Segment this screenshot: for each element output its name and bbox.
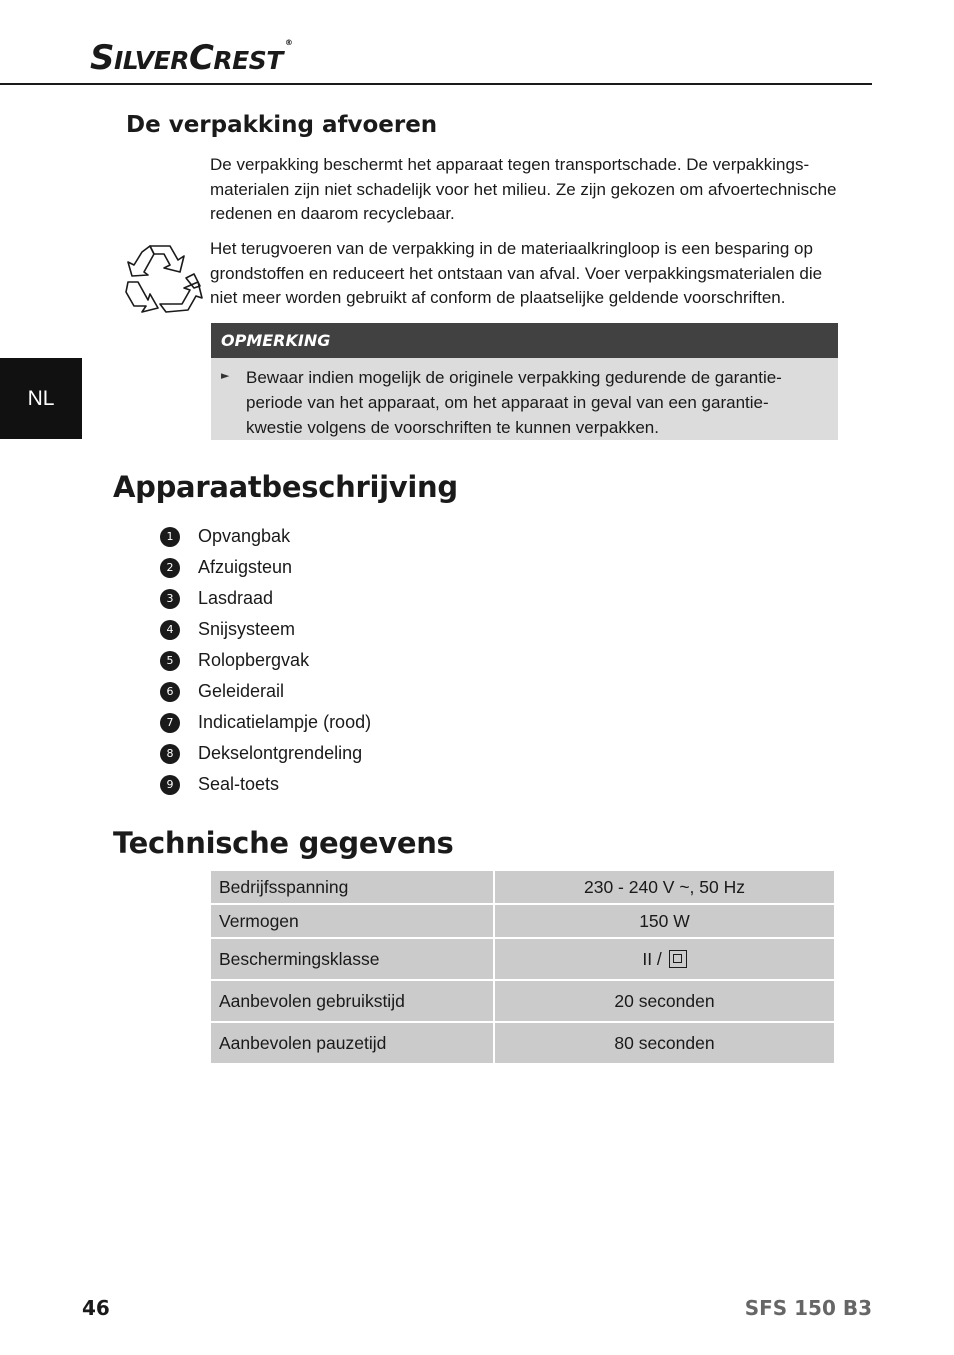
spec-value	[495, 939, 834, 979]
number-badge: 4	[160, 620, 180, 640]
list-item	[160, 738, 371, 769]
spec-value: 80 seconden	[495, 1023, 834, 1063]
brand-logo: SILVERCREST®	[90, 38, 293, 78]
part-label: Lasdraad	[198, 588, 274, 608]
table-row	[211, 939, 834, 979]
part-label: Geleiderail	[198, 681, 285, 701]
list-item	[160, 583, 371, 614]
list-item	[160, 645, 371, 676]
part-label: Opvangbak	[198, 526, 291, 546]
packaging-paragraph-1: De verpakking beschermt het apparaat tegen transportschade. De verpakkings-materialen zijn niet schadelijk voor het milieu. Ze zijn gekozen om afvoertechnische redenen en daarom recyclebaar.	[210, 155, 837, 223]
packaging-heading: De verpakking afvoeren	[126, 112, 438, 138]
list-item	[160, 521, 371, 552]
part-label: Dekselontgrendeling	[198, 743, 363, 763]
registered-mark: ®	[284, 38, 293, 47]
list-item	[160, 552, 371, 583]
spec-label: Vermogen	[211, 905, 493, 937]
description-heading: Apparaatbeschrijving	[113, 470, 458, 504]
spec-label: Bedrijfsspanning	[211, 871, 493, 903]
list-item	[160, 707, 371, 738]
note-title: OPMERKING	[211, 323, 838, 358]
technical-heading: Technische gegevens	[113, 826, 454, 860]
part-label: Indicatielampje (rood)	[198, 712, 372, 732]
number-badge: 3	[160, 589, 180, 609]
part-label: Snijsysteem	[198, 619, 296, 639]
spec-value-text: II /	[642, 948, 667, 969]
packaging-paragraph-2: Het terugvoeren van de verpakking in de materiaalkringloop is een besparing op grondstoffen en reduceert het ontstaan van afval. Voer verpakkingsmaterialen die niet meer worden gebruikt af conform de plaatselijke geldende voorschriften.	[210, 239, 823, 307]
number-badge: 7	[160, 713, 180, 733]
spec-value: 150 W	[495, 905, 834, 937]
note-text: Bewaar indien mogelijk de originele verpakking gedurende de garantie-periode van het apparaat, om het apparaat in geval van een garantie-kwestie volgens de voorschriften te kunnen verpakken.	[246, 368, 782, 437]
number-badge: 2	[160, 558, 180, 578]
number-badge: 8	[160, 744, 180, 764]
spec-label: Aanbevolen gebruikstijd	[211, 981, 493, 1021]
recycle-icon	[120, 238, 204, 318]
specs-table	[209, 869, 836, 1065]
part-label: Seal-toets	[198, 774, 280, 794]
number-badge: 9	[160, 775, 180, 795]
header-rule	[0, 83, 872, 85]
table-row	[211, 871, 834, 903]
list-item	[160, 614, 371, 645]
spec-value: 230 - 240 V ~, 50 Hz	[495, 871, 834, 903]
table-row	[211, 1023, 834, 1063]
number-badge: 1	[160, 527, 180, 547]
table-row	[211, 905, 834, 937]
list-item	[160, 769, 371, 800]
page-number: 46	[82, 1296, 110, 1320]
spec-label: Aanbevolen pauzetijd	[211, 1023, 493, 1063]
number-badge: 5	[160, 651, 180, 671]
part-label: Rolopbergvak	[198, 650, 310, 670]
number-badge: 6	[160, 682, 180, 702]
language-tab: NL	[0, 358, 82, 439]
list-item	[160, 676, 371, 707]
spec-label: Beschermingsklasse	[211, 939, 493, 979]
arrow-bullet-icon: ►	[221, 369, 230, 382]
spec-value: 20 seconden	[495, 981, 834, 1021]
parts-list	[160, 521, 371, 800]
part-label: Afzuigsteun	[198, 557, 293, 577]
model-name: SFS 150 B3	[744, 1296, 872, 1320]
table-row	[211, 981, 834, 1021]
note-body	[211, 358, 838, 440]
protection-class-ii-icon	[669, 950, 687, 968]
